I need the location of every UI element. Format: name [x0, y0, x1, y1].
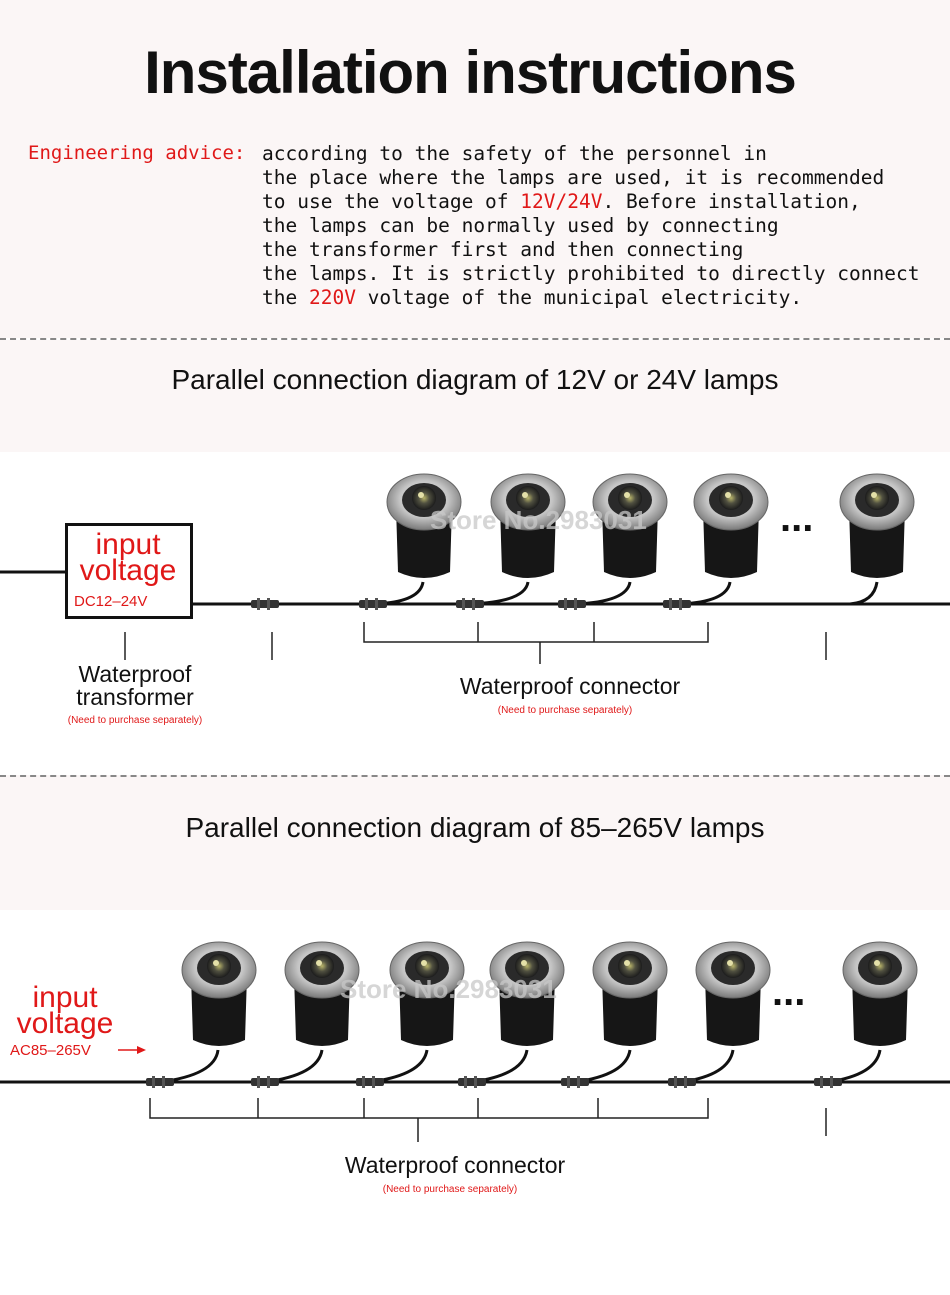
- lamp-cable: [850, 582, 877, 604]
- diagram2-title: Parallel connection diagram of 85–265V lamps: [185, 812, 765, 843]
- lamp: [593, 942, 667, 1046]
- connector-label-2: Waterproof connector: [344, 1152, 566, 1178]
- page-title: Installation instructions: [144, 39, 796, 106]
- advice-220v-highlight: 220V: [308, 286, 356, 309]
- waterproof-connector: [359, 598, 387, 610]
- more-lamps-ellipsis: ...: [780, 496, 814, 540]
- section1-title-band: [0, 340, 950, 452]
- lamp-cable: [682, 1050, 733, 1082]
- waterproof-connector: [456, 598, 484, 610]
- diagram1-title: Parallel connection diagram of 12V or 24V lamps: [171, 364, 779, 395]
- more-lamps-ellipsis-2: ...: [772, 970, 806, 1014]
- connector-label: Waterproof connector: [459, 673, 681, 699]
- lamp-cable: [265, 1050, 322, 1082]
- waterproof-connector: [663, 598, 691, 610]
- waterproof-connector: [668, 1076, 696, 1088]
- advice-text: according to the safety of the personnel in the place where the lamps are used, it is recommended to use the voltage of 12V/24V. Before installation, the lamps can be normally used by connecting the transformer first and then connecting the lamps. It is strictly prohibited to directly connect the 220V voltage of the municipal electricity.: [262, 142, 920, 309]
- lamp-cable: [370, 1050, 427, 1082]
- connector-note: (Need to purchase separately): [497, 705, 633, 716]
- divider-top: [0, 338, 950, 340]
- lamp-cable: [828, 1050, 880, 1082]
- advice-voltage-highlight: 12V/24V: [520, 190, 603, 213]
- waterproof-connector: [146, 1076, 174, 1088]
- watermark: Store No.2983031: [430, 505, 647, 535]
- waterproof-connector: [561, 1076, 589, 1088]
- waterproof-connector: [356, 1076, 384, 1088]
- lamp-cable: [472, 1050, 527, 1082]
- lamp: [694, 474, 768, 578]
- waterproof-connector: [814, 1076, 842, 1088]
- transformer-note: (Need to purchase separately): [67, 715, 203, 726]
- transformer-label: Waterproof transformer: [76, 661, 194, 710]
- watermark-2: Store No.2983031: [340, 974, 557, 1004]
- waterproof-connector: [458, 1076, 486, 1088]
- input-voltage-label: input voltage: [79, 528, 177, 587]
- dc-voltage-label: DC12–24V: [74, 593, 148, 610]
- lamp-cable: [575, 1050, 630, 1082]
- ac-voltage-label: AC85–265V: [10, 1042, 91, 1059]
- connector-note-2: (Need to purchase separately): [382, 1184, 518, 1195]
- lamp: [840, 474, 914, 578]
- lamp: [843, 942, 917, 1046]
- divider-mid: [0, 775, 950, 777]
- waterproof-connector: [251, 598, 279, 610]
- input-voltage-label-2: input voltage: [16, 981, 114, 1040]
- lamp: [696, 942, 770, 1046]
- advice-label: Engineering advice:: [28, 142, 246, 164]
- waterproof-connector: [558, 598, 586, 610]
- lamp: [182, 942, 256, 1046]
- waterproof-connector: [251, 1076, 279, 1088]
- lamp-cable: [160, 1050, 218, 1082]
